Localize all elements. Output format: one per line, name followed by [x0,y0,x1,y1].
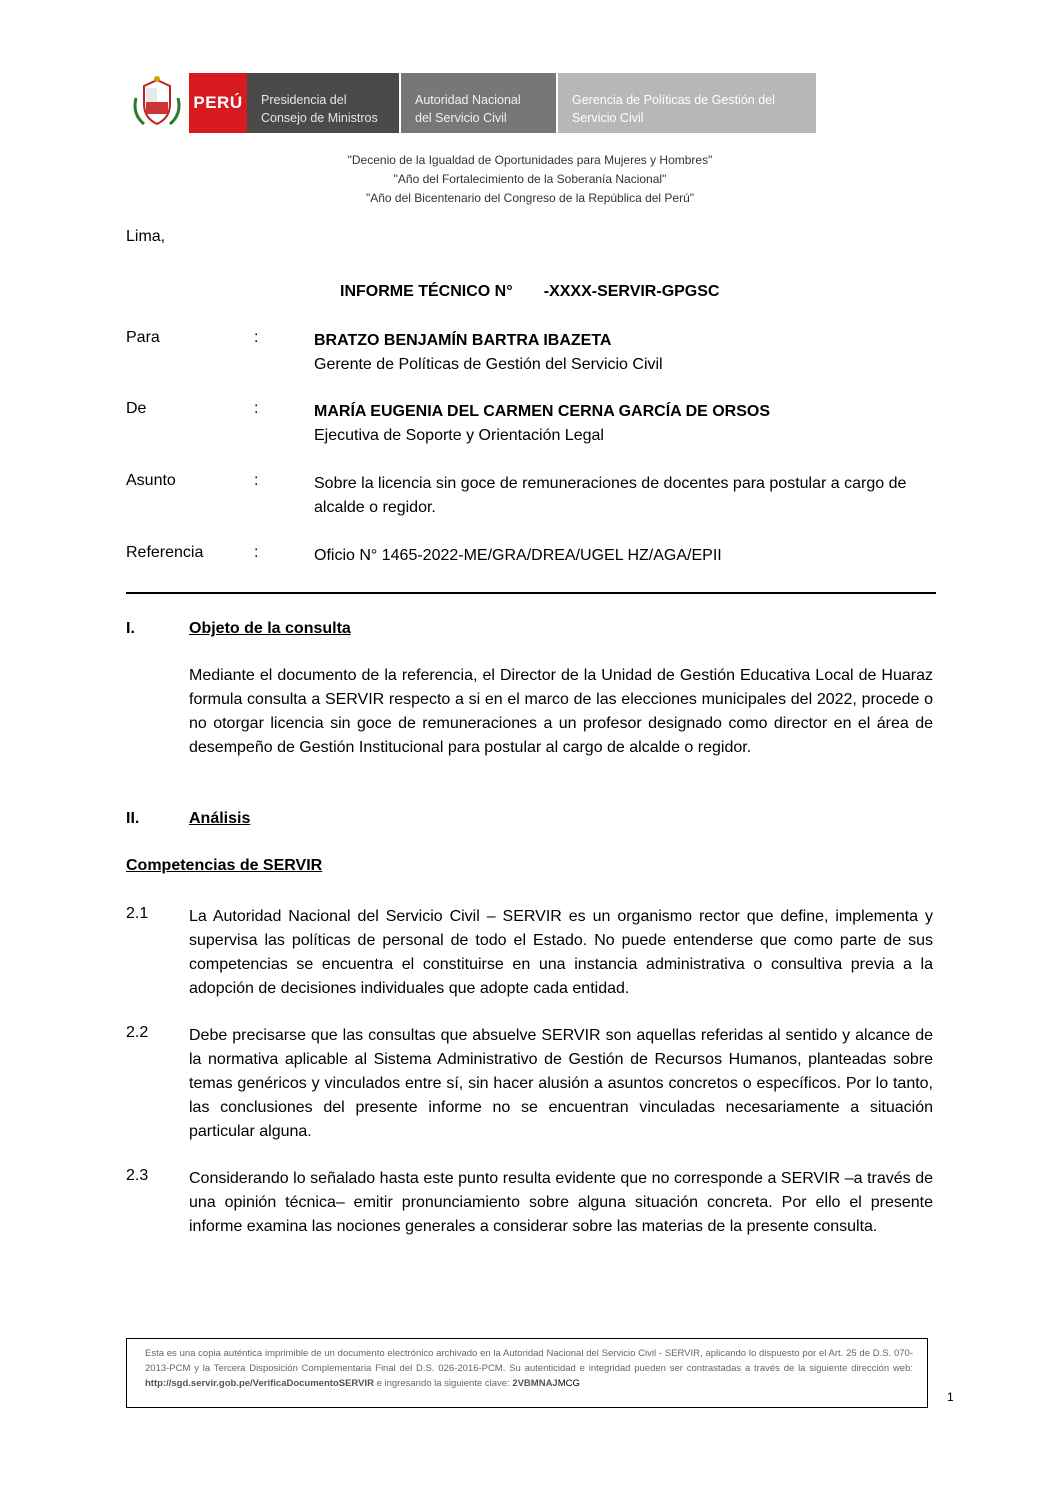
section-1-body: Mediante el documento de la referencia, el Director de la Unidad de Gestión Educativa Local de Huaraz formula consulta a SERVIR respecto a si en el marco de las elecciones municipales del 2022, procede o no otorgar licencia sin goce de remuneraciones a un profesor designado como director en el área de desempeño de Gestión Institucional para postular al cargo de alcalde o regidor. [189,667,933,756]
asunto-value: Sobre la licencia sin goce de remuneraciones de docentes para postular a cargo de alcalde o regidor. [314,475,907,516]
asunto-label: Asunto [126,472,176,489]
referencia-colon: : [254,544,259,561]
de-name: MARÍA EUGENIA DEL CARMEN CERNA GARCÍA DE ORSOS [314,403,771,420]
header-box-line: Servicio Civil [572,111,644,125]
motto-line: "Año del Bicentenario del Congreso de la República del Perú" [365,191,695,205]
header-box-line: Gerencia de Políticas de Gestión del [572,93,775,107]
place-line: Lima, [126,228,166,245]
section-2-title: Análisis [189,810,251,827]
footer-text-2: e ingresando la siguiente clave: [373,1378,513,1389]
section-2-number: II. [126,810,140,827]
header-box-servir [401,73,556,133]
referencia-label: Referencia [126,544,204,561]
asunto-colon: : [254,472,259,489]
section-1-number: I. [126,620,135,637]
para-colon: : [254,329,259,346]
para-label: Para [126,329,160,346]
verification-key-suffix: MCG [557,1378,580,1389]
header-divider [126,592,936,594]
verification-key: 2VBMNAJ [512,1378,558,1389]
para-value [314,329,936,377]
peru-label: PERÚ [193,93,243,112]
item-2-3-number: 2.3 [126,1167,149,1184]
header-box-line: Consejo de Ministros [261,111,378,125]
header-box-line: Autoridad Nacional [415,93,521,107]
referencia-value: Oficio N° 1465-2022-ME/GRA/DREA/UGEL HZ/AGA/EPII [314,547,722,564]
header-box-line: Presidencia del [261,93,347,107]
item-2-3-text: Considerando lo señalado hasta este punto resulta evidente que no corresponde a SERVIR –a través de una opinión técnica– emitir pronunciamiento sobre alguna situación concreta. Por ello el presente informe examina las nociones generales a considerar sobre las materias de la presente consulta. [189,1170,933,1235]
item-2-2-number: 2.2 [126,1024,149,1041]
header-box-gerencia [558,73,816,133]
de-label: De [126,400,147,417]
header-box-pcm [247,73,399,133]
de-value [314,400,936,448]
coat-of-arms-icon [130,74,184,132]
motto-line: "Decenio de la Igualdad de Oportunidades para Mujeres y Hombres" [347,153,713,167]
para-name: BRATZO BENJAMÍN BARTRA IBAZETA [314,332,612,349]
peru-brand-box [189,73,247,133]
de-colon: : [254,400,259,417]
header-box-line: del Servicio Civil [415,111,507,125]
section-1-title: Objeto de la consulta [189,620,351,637]
report-title: INFORME TÉCNICO N° -XXXX-SERVIR-GPGSC [340,283,720,300]
motto-line: "Año del Fortalecimiento de la Soberanía Nacional" [393,172,667,186]
de-role: Ejecutiva de Soporte y Orientación Legal [314,427,604,444]
page-number: 1 [947,1390,954,1404]
para-role: Gerente de Políticas de Gestión del Servicio Civil [314,356,663,373]
verification-link[interactable]: http://sgd.servir.gob.pe/VerificaDocumentoSERVIR [145,1378,374,1389]
item-2-1-text: La Autoridad Nacional del Servicio Civil – SERVIR es un organismo rector que define, implementa y supervisa las políticas de personal de todo el Estado. No puede entenderse que como parte de sus competencias se encuentra el constituirse en una instancia administrativa o consultiva previa a la adopción de decisiones individuales que adopte cada entidad. [189,908,933,997]
item-2-2-text: Debe precisarse que las consultas que absuelve SERVIR son aquellas referidas al sentido y alcance de la normativa aplicable al Sistema Administrativo de Gestión de Recursos Humanos, planteadas sobre temas genéricos y vinculados entre sí, sin hacer alusión a asuntos concretos o específicos. Por lo tanto, las conclusiones del presente informe no se encuentran vinculadas necesariamente a situación particular alguna. [189,1027,933,1140]
year-mottos [230,151,830,208]
authenticity-footer [126,1338,928,1408]
footer-text: Esta es una copia auténtica imprimible de un documento electrónico archivado en la Autoridad Nacional del Servicio Civil - SERVIR, aplicando lo dispuesto por el Art. 25 de D.S. 070-2013-PCM y la Tercera Disposición Complementaria Final del D.S. 026-2016-PCM. Su autenticidad e integridad pueden ser contrastadas a través de la siguiente dirección web: [145,1348,913,1374]
section-2-subheading: Competencias de SERVIR [126,857,323,874]
item-2-1-number: 2.1 [126,905,149,922]
